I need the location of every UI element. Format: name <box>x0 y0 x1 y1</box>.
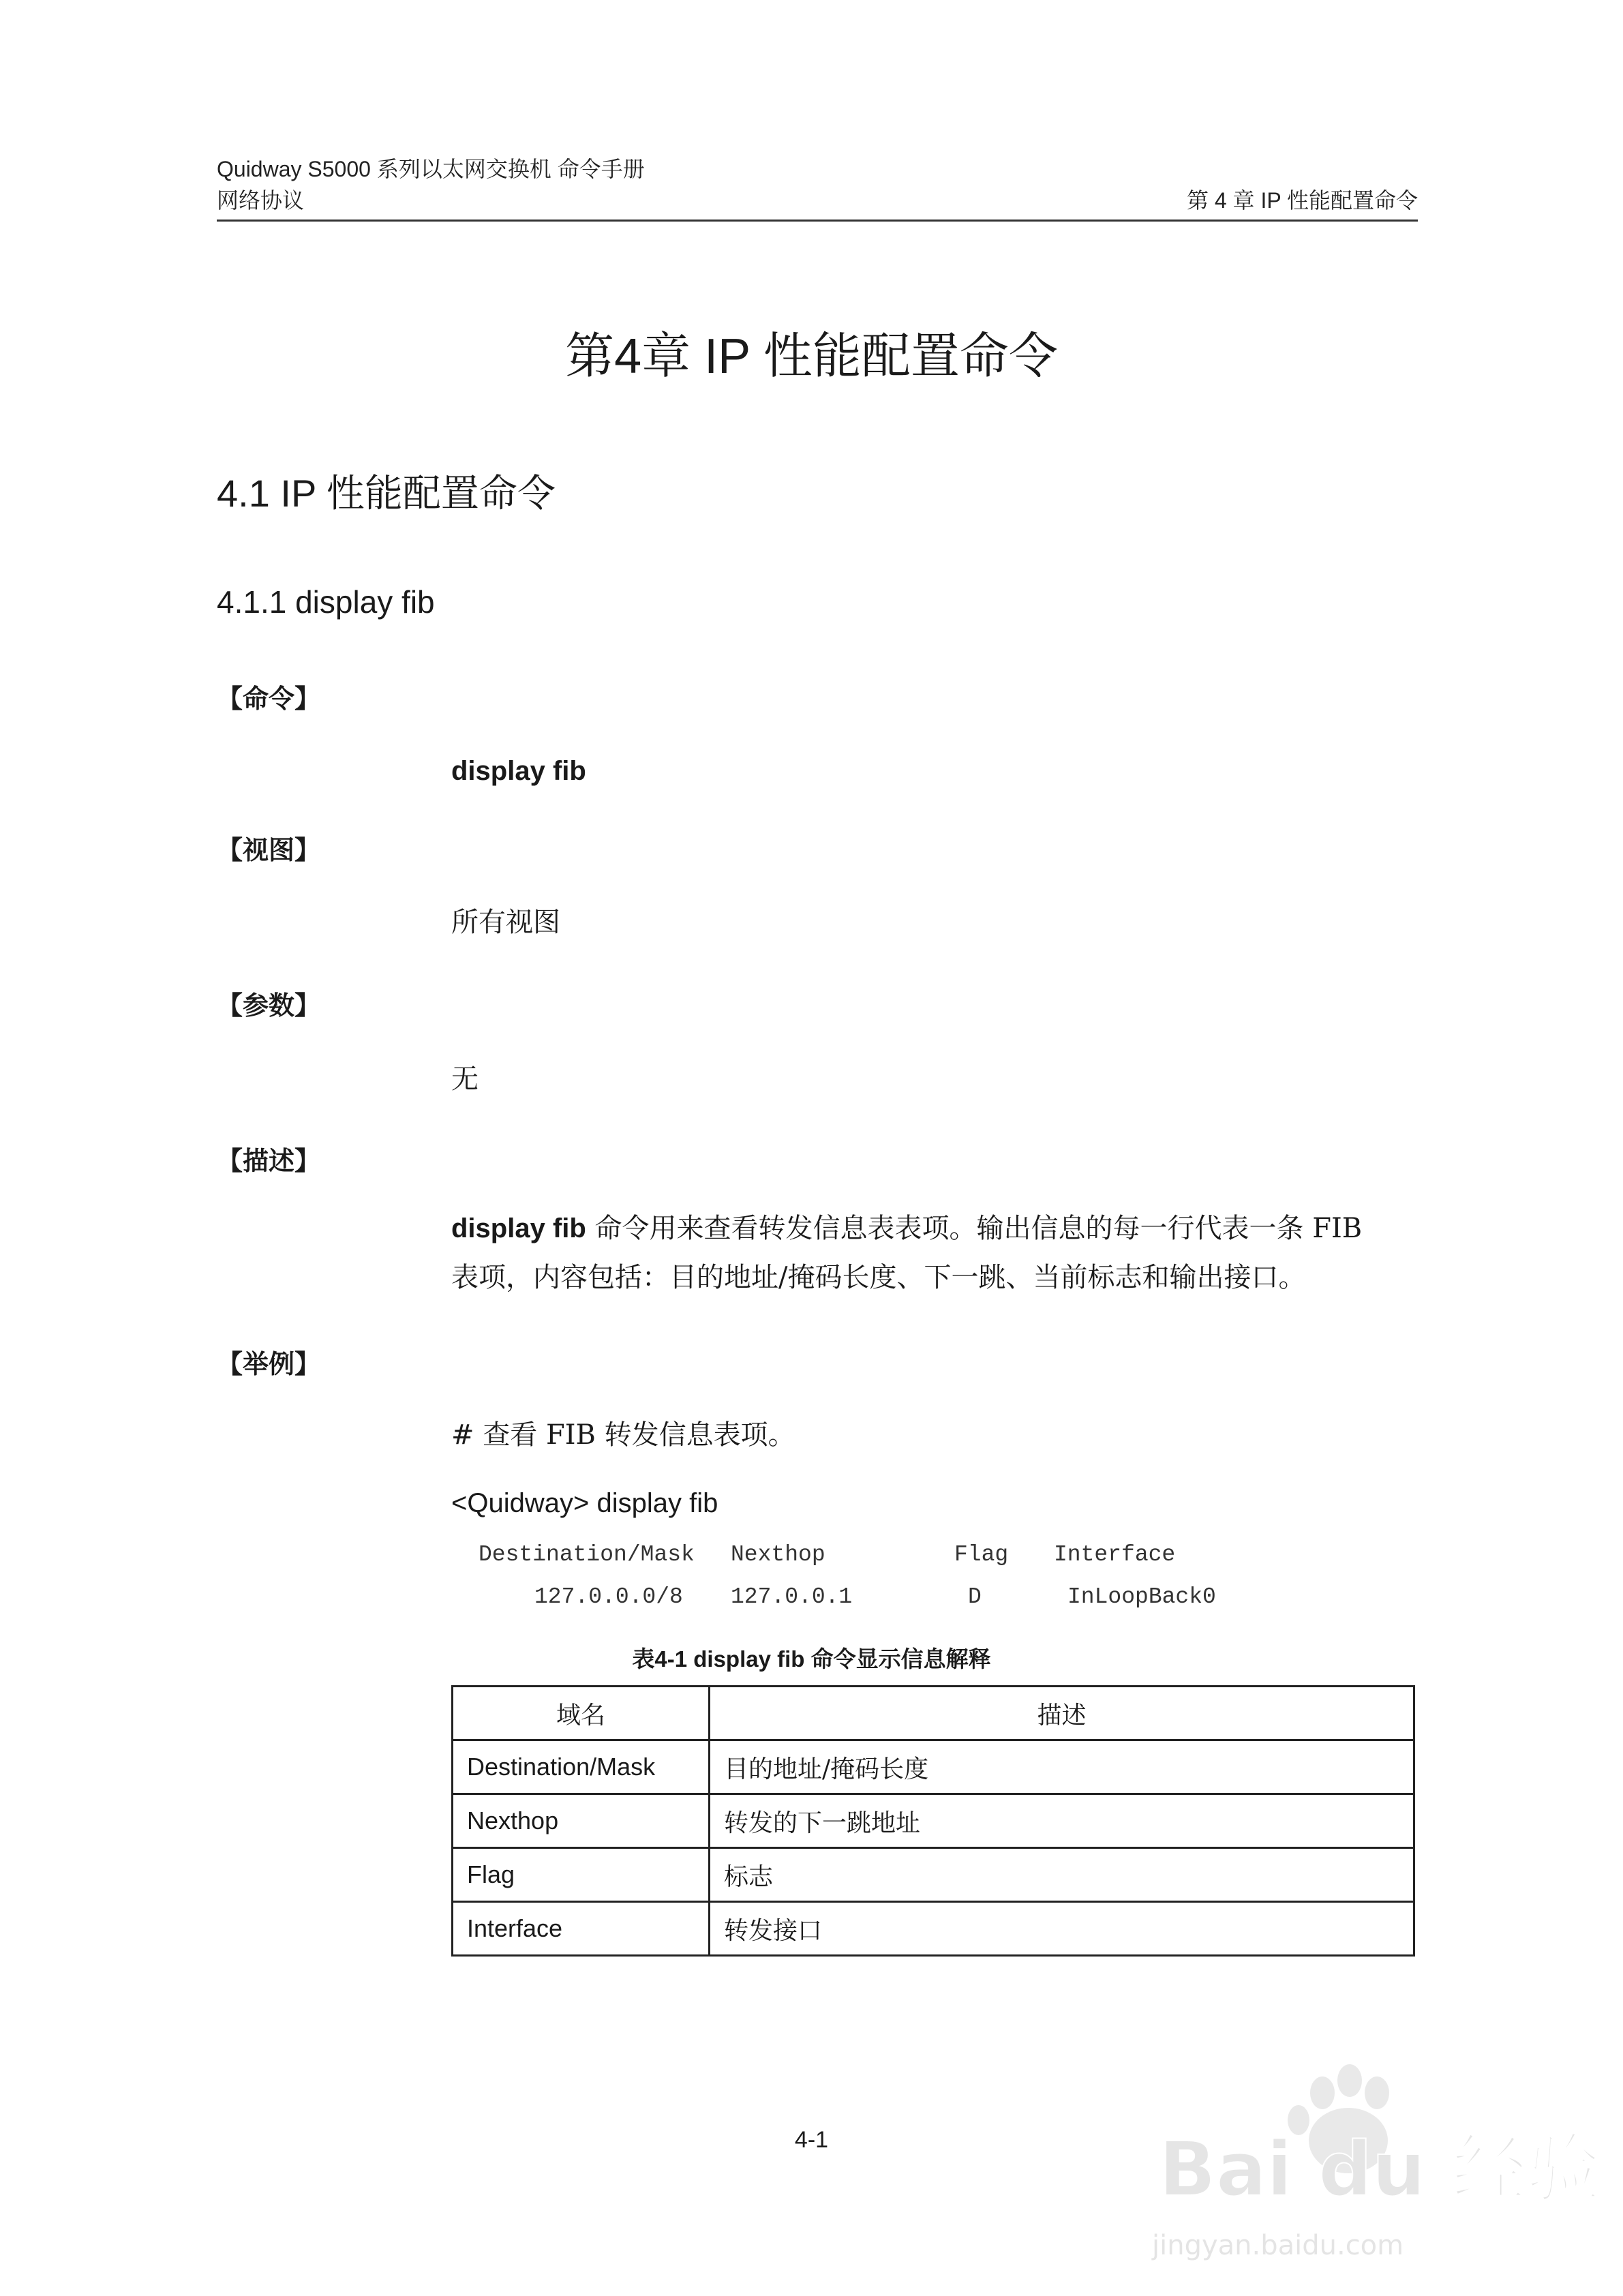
chapter-title: 第4章 IP 性能配置命令 <box>565 329 1058 384</box>
output-row-dest: 127.0.0.0/8 <box>534 1584 683 1610</box>
view-text: 所有视图 <box>451 907 560 938</box>
fib-fields-table <box>451 1685 1415 1957</box>
description-line2: 表项，内容包括：目的地址/掩码长度、下一跳、当前标志和输出接口。 <box>451 1262 1306 1293</box>
output-row-interface: InLoopBack0 <box>1067 1584 1216 1610</box>
output-header-flag: Flag <box>954 1542 1009 1567</box>
section-title: 4.1 IP 性能配置命令 <box>217 472 556 515</box>
table-cell-description: 标志 <box>710 1848 1414 1902</box>
label-params: 【参数】 <box>217 992 321 1021</box>
table-cell-field: Destination/Mask <box>453 1740 710 1794</box>
header-divider <box>217 220 1418 222</box>
subsection-title: 4.1.1 display fib <box>217 584 435 620</box>
watermark-url: jingyan.baidu.com <box>1152 2230 1404 2261</box>
label-view: 【视图】 <box>217 836 321 865</box>
output-row-nexthop: 127.0.0.1 <box>731 1584 853 1610</box>
example-comment: # 查看 FIB 转发信息表项。 <box>451 1419 795 1451</box>
description-command: display fib <box>451 1213 586 1243</box>
description-line1: 命令用来查看转发信息表表项。输出信息的每一行代表一条 FIB <box>586 1213 1363 1244</box>
label-example: 【举例】 <box>217 1350 321 1379</box>
watermark-logo-text: Bai du 经验 <box>1159 2126 1602 2213</box>
table-row <box>453 1848 1414 1902</box>
table-header-field: 域名 <box>453 1687 710 1740</box>
table-header-row <box>453 1687 1414 1740</box>
table-row <box>453 1902 1414 1956</box>
output-header-interface: Interface <box>1054 1542 1176 1567</box>
table-caption: 表4-1 display fib 命令显示信息解释 <box>632 1646 991 1672</box>
example-prompt: <Quidway> display fib <box>451 1488 718 1518</box>
header-chapter-name: 第 4 章 IP 性能配置命令 <box>1186 188 1418 213</box>
table-cell-field: Interface <box>453 1902 710 1956</box>
description-paragraph <box>451 1204 1418 1302</box>
header-manual-title: Quidway S5000 系列以太网交换机 命令手册 <box>217 157 645 181</box>
header-section-name: 网络协议 <box>217 188 305 213</box>
params-text: 无 <box>451 1063 479 1095</box>
table-cell-description: 目的地址/掩码长度 <box>710 1740 1414 1794</box>
output-header-nexthop: Nexthop <box>731 1542 825 1567</box>
output-row-flag: D <box>968 1584 982 1610</box>
table-cell-field: Flag <box>453 1848 710 1902</box>
output-header-dest: Destination/Mask <box>479 1542 695 1567</box>
table-cell-field: Nexthop <box>453 1794 710 1848</box>
table-cell-description: 转发的下一跳地址 <box>710 1794 1414 1848</box>
label-command: 【命令】 <box>217 685 321 714</box>
page-number: 4-1 <box>794 2127 829 2153</box>
table-row <box>453 1794 1414 1848</box>
baidu-paw-logo-icon <box>1152 2066 1602 2222</box>
label-description: 【描述】 <box>217 1147 321 1176</box>
baidu-watermark <box>1152 2066 1602 2270</box>
table-cell-description: 转发接口 <box>710 1902 1414 1956</box>
table-header-description: 描述 <box>710 1687 1414 1740</box>
table-row <box>453 1740 1414 1794</box>
command-text: display fib <box>451 756 586 786</box>
